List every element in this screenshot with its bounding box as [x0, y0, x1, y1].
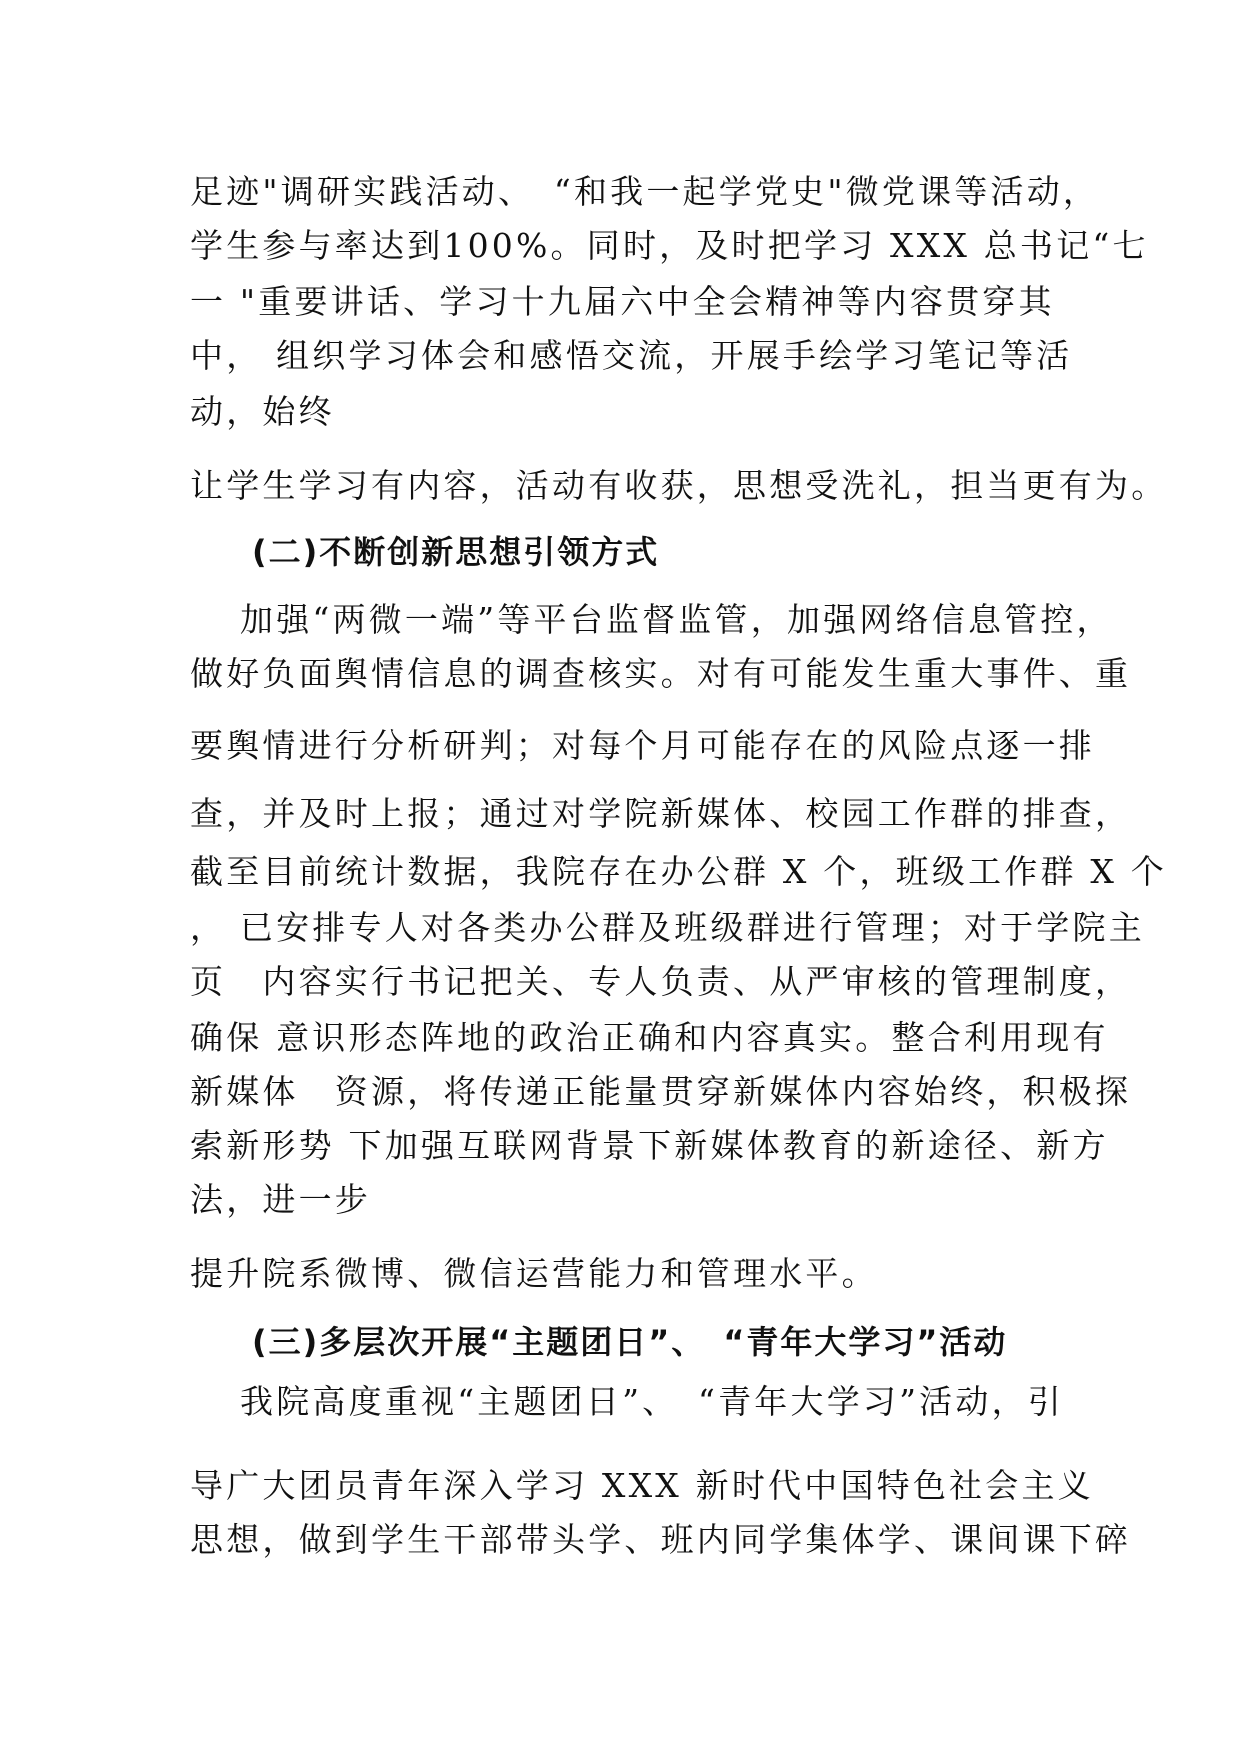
paragraph-line: 思想，做到学生干部带头学、班内同学集体学、课间课下碎 — [190, 1520, 1132, 1559]
paragraph-line: 做好负面舆情信息的调查核实。对有可能发生重大事件、重 — [190, 654, 1132, 693]
paragraph-line: 加强“两微一端”等平台监督监管，加强网络信息管控， — [240, 600, 1113, 639]
paragraph-line: ， 已安排专人对各类办公群及班级群进行管理；对于学院主 — [190, 908, 1145, 947]
paragraph-line: 页 内容实行书记把关、专人负责、从严审核的管理制度， — [190, 962, 1132, 1001]
paragraph-line: 新媒体 资源，将传递正能量贯穿新媒体内容始终，积极探 — [190, 1072, 1132, 1111]
paragraph-line: 中， 组织学习体会和感悟交流，开展手绘学习笔记等活 — [190, 336, 1073, 375]
paragraph-line: 动，始终 — [190, 392, 335, 431]
paragraph-line: 我院高度重视“主题团日”、 “青年大学习”活动，引 — [240, 1382, 1064, 1421]
paragraph-line: 学生参与率达到100%。同时，及时把学习 XXX 总书记“七 — [190, 226, 1149, 265]
section-heading-2: (二)不断创新思想引领方式 — [252, 533, 660, 571]
paragraph-line: 查，并及时上报；通过对学院新媒体、校园工作群的排查， — [190, 794, 1132, 833]
paragraph-line: 提升院系微博、微信运营能力和管理水平。 — [190, 1254, 878, 1293]
paragraph-line: 一 "重要讲话、学习十九届六中全会精神等内容贯穿其 — [190, 282, 1055, 321]
paragraph-line: 截至目前统计数据，我院存在办公群 X 个，班级工作群 X 个 — [190, 852, 1167, 891]
paragraph-line: 索新形势 下加强互联网背景下新媒体教育的新途径、新方 — [190, 1126, 1109, 1165]
paragraph-line: 导广大团员青年深入学习 XXX 新时代中国特色社会主义 — [190, 1466, 1094, 1505]
section-heading-3: (三)多层次开展“主题团日”、 “青年大学习”活动 — [252, 1323, 1008, 1361]
paragraph-line: 足迹"调研实践活动、 “和我一起学党史"微党课等活动， — [190, 172, 1100, 211]
paragraph-line: 让学生学习有内容，活动有收获，思想受洗礼，担当更有为。 — [190, 466, 1168, 505]
paragraph-line: 法，进一步 — [190, 1180, 371, 1219]
paragraph-line: 要舆情进行分析研判；对每个月可能存在的风险点逐一排 — [190, 726, 1095, 765]
paragraph-line: 确保 意识形态阵地的政治正确和内容真实。整合利用现有 — [190, 1018, 1109, 1057]
